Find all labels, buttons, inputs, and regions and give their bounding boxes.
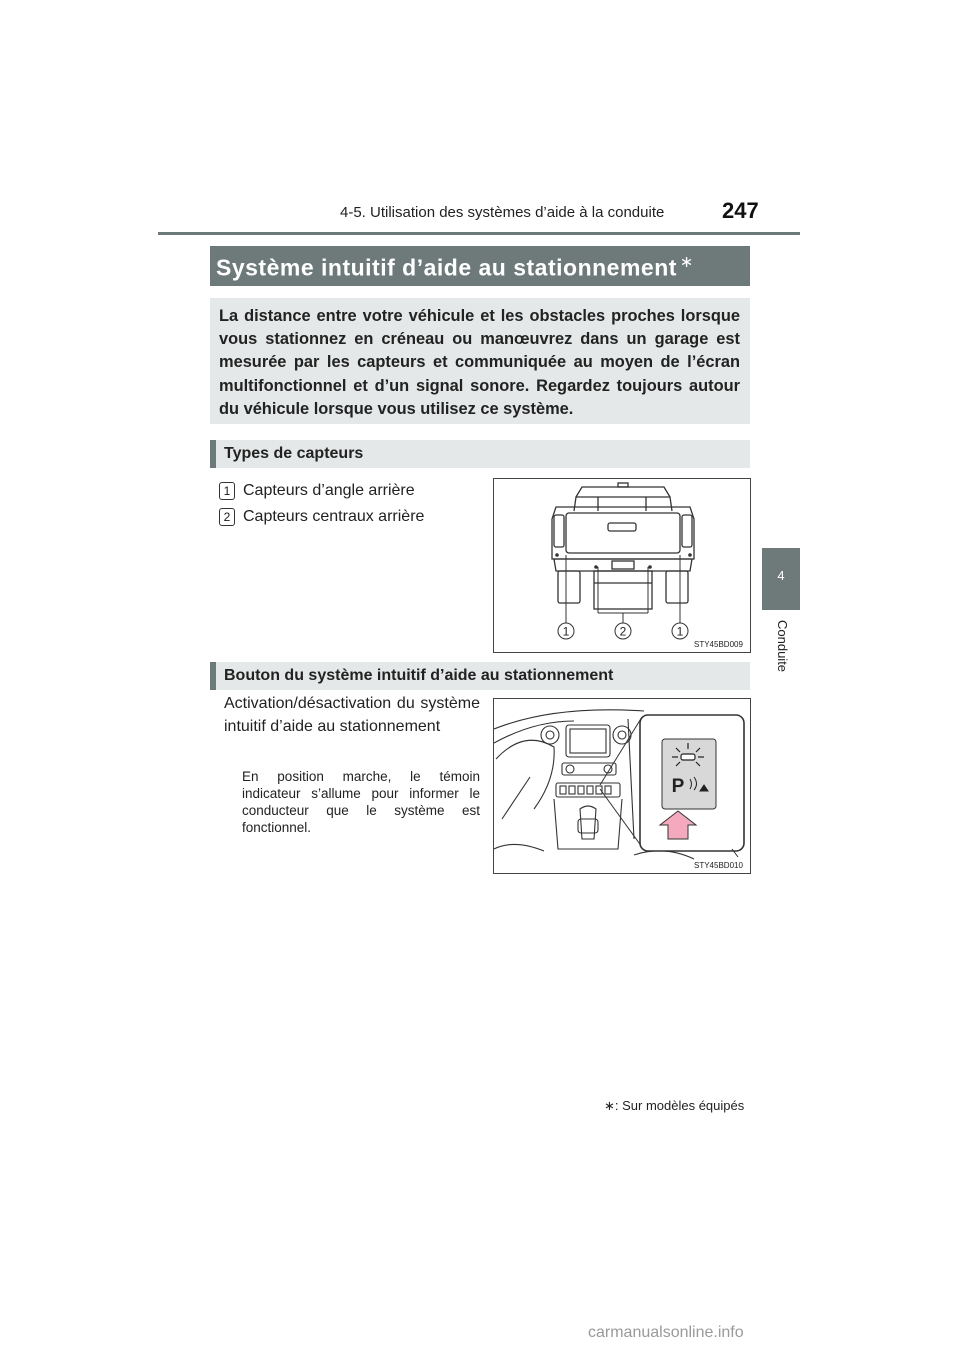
chapter-tab-number: 4 (777, 568, 785, 583)
dashboard-illustration (494, 699, 750, 873)
footnote: ∗: Sur modèles équipés (604, 1098, 745, 1113)
page-number: 247 (722, 198, 759, 223)
chapter-label: Conduite (775, 620, 790, 673)
section-header: 4-5. Utilisation des systèmes d’aide à la conduite (340, 204, 665, 221)
rear-sensors-figure (493, 478, 751, 653)
page-title-text: Système intuitif d’aide au stationnement (216, 254, 677, 281)
intro-text: La distance entre votre véhicule et les obstacles proches lorsque vous stationnez en créneau ou manœuvrez dans un garage est mesurée par les capteurs et communiquée au moyen de l’écran multifonctionnel et d’un signal sonore. Regardez toujours autour du véhicule lorsque vous utilisez ce système. (219, 307, 740, 418)
intro-box (210, 298, 750, 424)
sensor-label-corner: Capteurs d’angle arrière (243, 482, 415, 499)
button-note: En position marche, le témoin indicateur s’allume pour informer le conducteur que le système est fonctionnel. (242, 769, 480, 835)
title-asterisk: ∗ (679, 254, 694, 271)
sensor-number-badge: 2 (219, 508, 235, 526)
title-bar (210, 246, 750, 286)
heading-accent (210, 662, 216, 690)
figure-code: STY45BD009 (694, 640, 743, 649)
sensors-heading: Types de capteurs (224, 445, 364, 462)
dashboard-figure (493, 698, 751, 874)
button-heading-bar (210, 662, 750, 690)
watermark: carmanualsonline.info (588, 1324, 744, 1341)
sensor-number-badge: 1 (219, 482, 235, 500)
figure-code: STY45BD010 (694, 861, 743, 870)
button-heading: Bouton du système intuitif d’aide au stationnement (224, 667, 614, 684)
callout-label: 1 (676, 624, 684, 639)
page-title (216, 252, 694, 282)
sensors-heading-bar (210, 440, 750, 468)
chapter-tab[interactable] (762, 548, 800, 610)
parking-button-glyph: P (671, 776, 685, 797)
heading-accent (210, 440, 216, 468)
callout-label: 2 (619, 624, 627, 639)
truck-rear-illustration (494, 479, 750, 652)
button-description: Activation/désactivation du système intuitif d’aide au stationnement (224, 695, 480, 735)
sensor-label-center: Capteurs centraux arrière (243, 508, 425, 525)
header-rule (158, 232, 800, 235)
callout-label: 1 (562, 624, 570, 639)
